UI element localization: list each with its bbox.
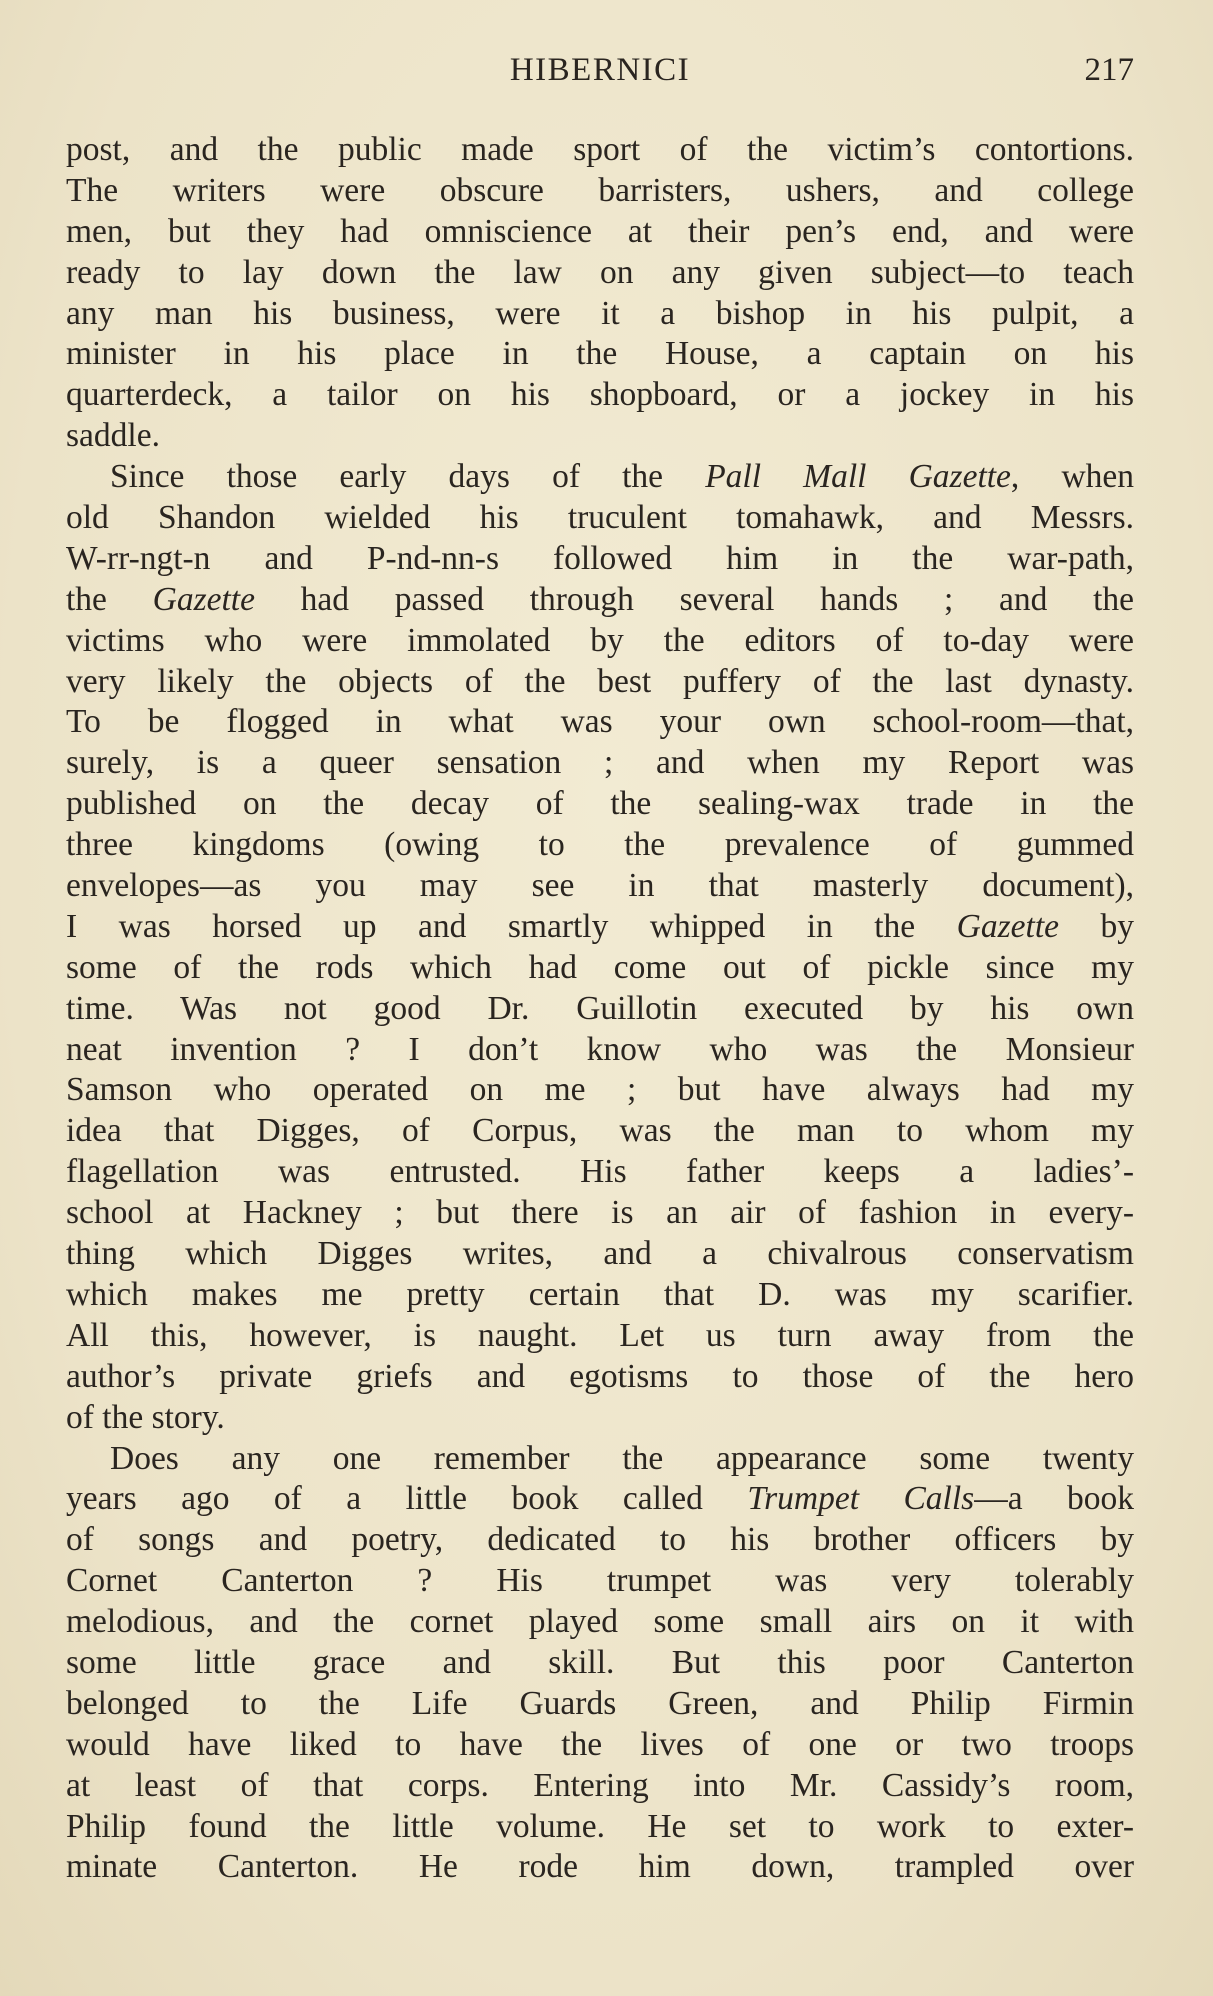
text-line: time. Was not good Dr. Guillotin executed by his own — [66, 989, 1134, 1027]
text-line: the Gazette had passed through several hands ; and the — [66, 580, 1134, 618]
text-line: published on the decay of the sealing-wax trade in the — [66, 785, 1134, 823]
italic-title: Gazette — [956, 907, 1060, 945]
text-line: old Shandon wielded his truculent tomahawk, and Messrs. — [66, 499, 1134, 537]
text-line: W-rr-ngt-n and P-nd-nn-s followed him in the war-path, — [66, 539, 1134, 577]
text-line: post, and the public made sport of the victim’s contortions. — [66, 131, 1134, 168]
text-line: victims who were immolated by the editors of to-day were — [66, 621, 1134, 659]
text-line: ready to lay down the law on any given subject—to teach — [66, 253, 1134, 291]
text-line: men, but they had omniscience at their pen’s end, and were — [66, 212, 1134, 250]
text-line: of songs and poetry, dedicated to his brother officers by — [66, 1521, 1134, 1559]
text-line: idea that Digges, of Corpus, was the man to whom my — [66, 1112, 1134, 1150]
running-head — [66, 52, 1134, 102]
text-line: at least of that corps. Entering into Mr. Cassidy’s room, — [66, 1766, 1134, 1804]
text-line: years ago of a little book called Trumpet Calls—a book — [66, 1480, 1135, 1518]
text-line: very likely the objects of the best puffery of the last dynasty. — [66, 662, 1134, 700]
text-line: some little grace and skill. But this poor Canterton — [66, 1643, 1134, 1681]
text-line: school at Hackney ; but there is an air of fashion in every- — [66, 1194, 1134, 1232]
text-line: Philip found the little volume. He set to work to exter- — [66, 1807, 1134, 1845]
italic-title: Pall Mall Gazette — [705, 458, 1011, 496]
text-line: Samson who operated on me ; but have always had my — [66, 1071, 1134, 1109]
page-number: 217 — [1084, 52, 1134, 88]
text-line: To be flogged in what was your own school-room—that, — [66, 703, 1134, 741]
body-text — [66, 130, 1134, 1888]
text-line: surely, is a queer sensation ; and when my Report was — [66, 744, 1134, 782]
text-line: some of the rods which had come out of pickle since my — [66, 948, 1134, 986]
text-line: Cornet Canterton ? His trumpet was very tolerably — [66, 1562, 1134, 1600]
text-line: All this, however, is naught. Let us turn away from the — [66, 1316, 1134, 1354]
text-line: minister in his place in the House, a captain on his — [66, 335, 1134, 373]
italic-title: Gazette — [152, 580, 255, 618]
text-line: flagellation was entrusted. His father keeps a ladies’- — [66, 1153, 1134, 1191]
text-line: quarterdeck, a tailor on his shopboard, or a jockey in his — [66, 376, 1134, 414]
running-title: HIBERNICI — [509, 52, 691, 88]
text-line: neat invention ? I don’t know who was the Monsieur — [66, 1030, 1134, 1068]
text-line: The writers were obscure barristers, ushers, and college — [66, 171, 1134, 209]
italic-title: Trumpet Calls — [747, 1480, 975, 1518]
text-line: saddle. — [66, 417, 160, 455]
text-line: Does any one remember the appearance some twenty — [110, 1439, 1134, 1477]
text-line: any man his business, were it a bishop in his pulpit, a — [66, 294, 1134, 332]
text-line: envelopes—as you may see in that masterly document), — [66, 867, 1134, 905]
text-line: minate Canterton. He rode him down, trampled over — [66, 1848, 1134, 1886]
text-line: belonged to the Life Guards Green, and Philip Firmin — [66, 1684, 1134, 1722]
text-line: Since those early days of the Pall Mall Gazette, when — [110, 458, 1135, 496]
text-line: would have liked to have the lives of one or two troops — [66, 1725, 1134, 1763]
text-line: I was horsed up and smartly whipped in the Gazette by — [66, 907, 1135, 945]
text-line: which makes me pretty certain that D. was my scarifier. — [66, 1275, 1134, 1313]
text-line: of the story. — [66, 1398, 225, 1436]
text-line: melodious, and the cornet played some small airs on it with — [66, 1603, 1134, 1641]
text-line: three kingdoms (owing to the prevalence of gummed — [66, 826, 1134, 864]
text-line: author’s private griefs and egotisms to those of the hero — [66, 1357, 1134, 1395]
text-line: thing which Digges writes, and a chivalrous conservatism — [66, 1235, 1134, 1273]
